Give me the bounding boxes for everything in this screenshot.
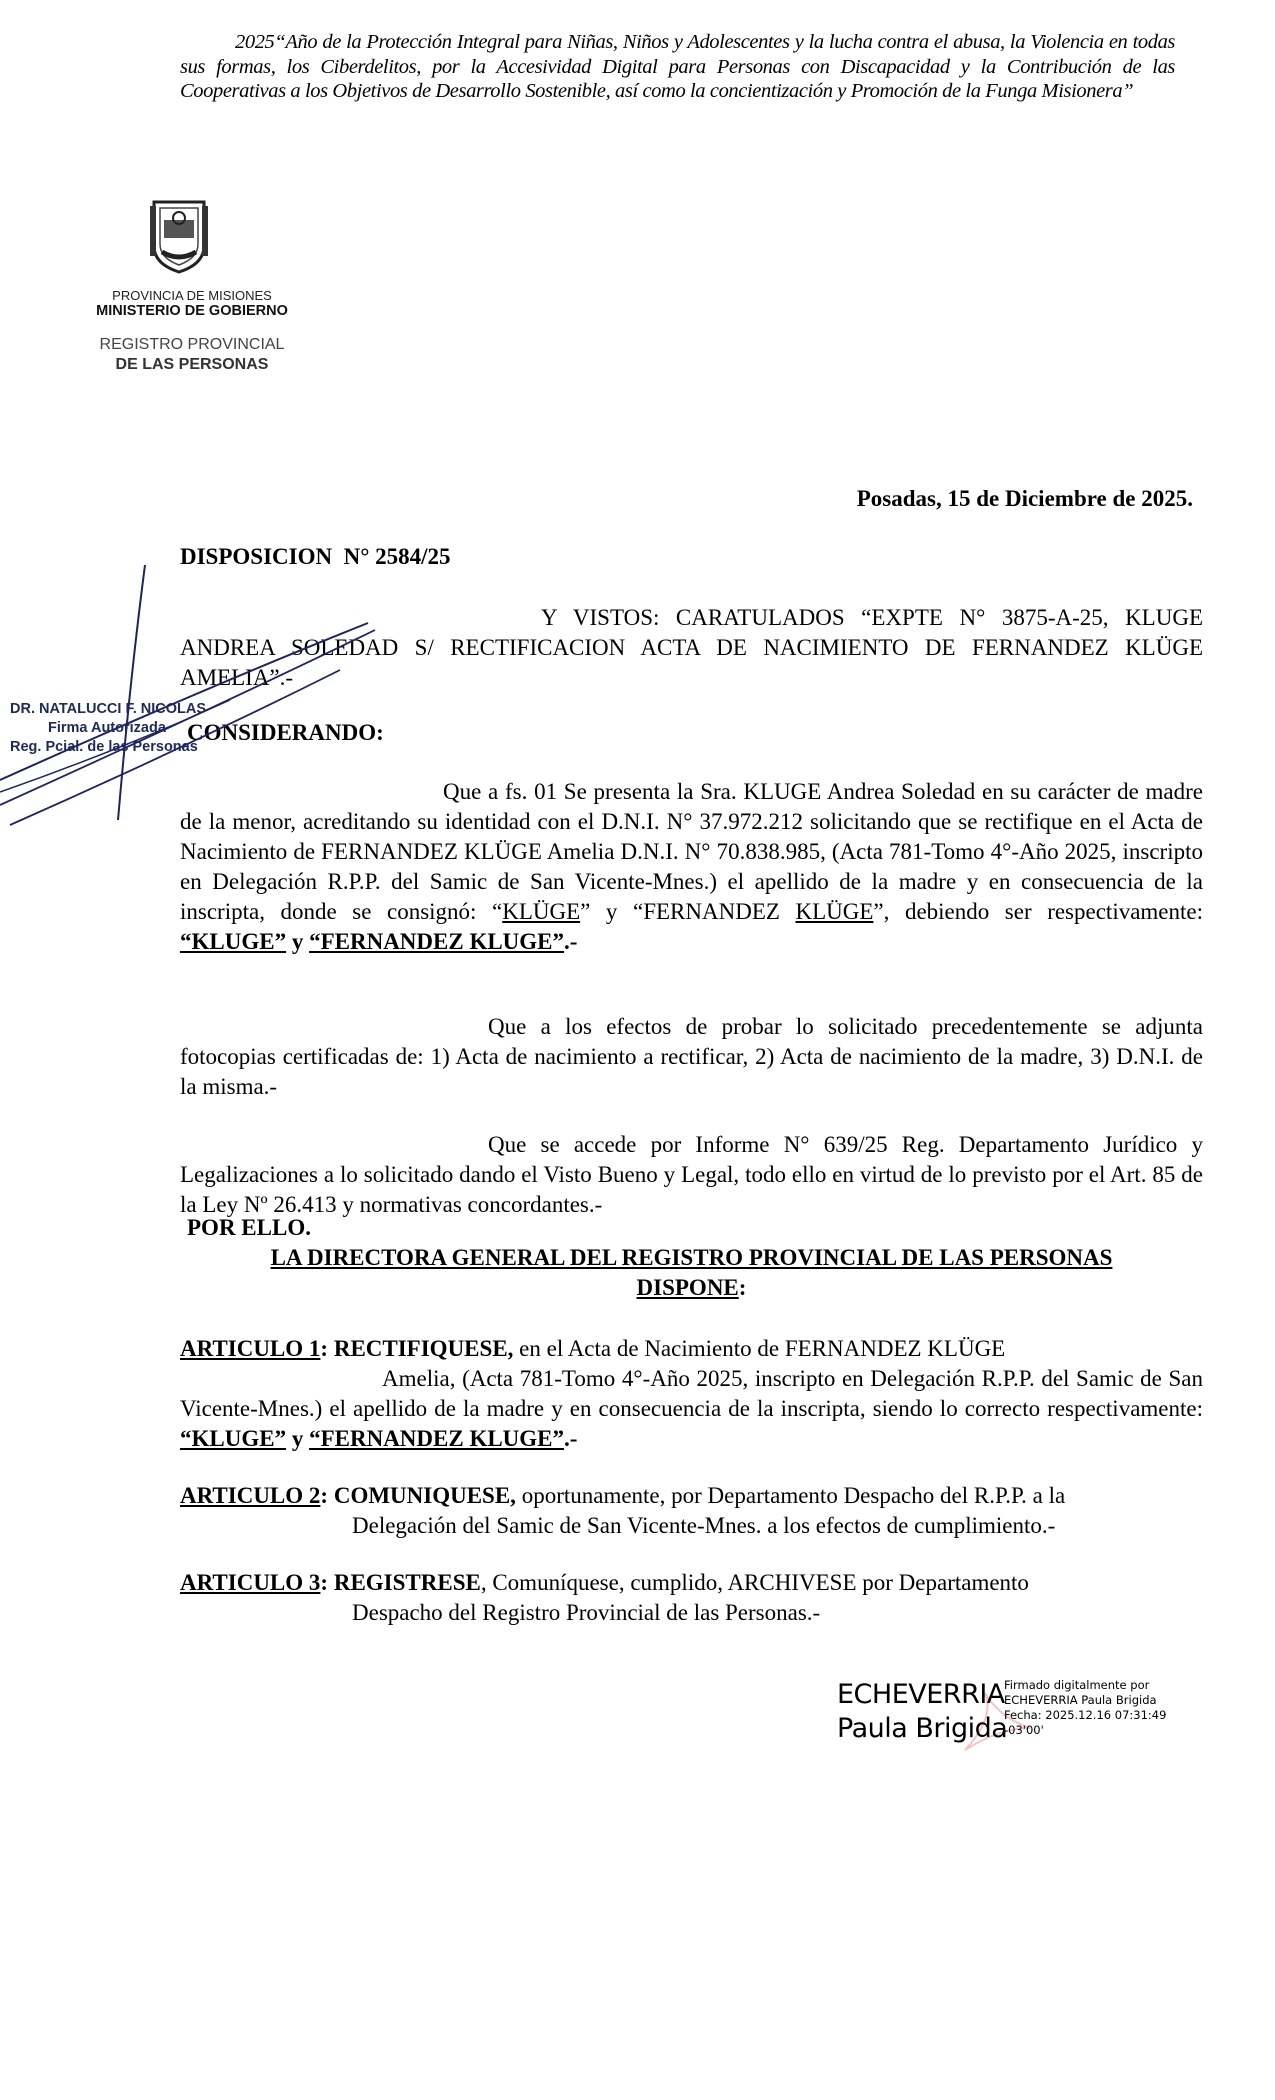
dispone-colon: : [738,1275,747,1300]
article-3 [180,1568,1203,1628]
article-1 [180,1334,1203,1454]
p1-underlined-2: KLÜGE [795,899,874,924]
p1-text: Que a fs. 01 Se presenta la Sra. KLUGE Andrea Soledad en su carácter de madre de la menor, acreditando su identidad con el D.N.I. N° 37.972.212 solicitando que se rectifique en el Acta de Nacimiento de FERNANDEZ KLÜGE Amelia D.N.I. N° 70.838.985, (Acta 781-Tomo 4°-Año 2025, inscripto en Delegación R.P.P. del Samic de San Vicente-Mnes.) el apellido de la madre y en consecuencia de la inscripta, donde se consignó: “ [180,779,1203,924]
article-2-label: ARTICULO 2 [180,1483,321,1508]
org-ministry: MINISTERIO DE GOBIERNO [96,303,288,319]
article-2-line1: oportunamente, por Departamento Despacho del R.P.P. a la [515,1483,1066,1508]
considerando-paragraph-3 [180,1130,1203,1220]
p1-mid-2: ”, debiendo ser respectivamente: [873,899,1204,924]
vistos-text: Y VISTOS: CARATULADOS “EXPTE N° 3875-A-25, KLUGE ANDREA SOLEDAD S/ RECTIFICACION ACTA DE NACIMIENTO DE FERNANDEZ KLÜGE AMELIA”.- [180,605,1203,690]
document-date: Posadas, 15 de Diciembre de 2025. [856,486,1193,511]
article-1-correct-2: “FERNANDEZ KLUGE” [309,1426,565,1451]
signature-detail-1: Firmado digitalmente por [1004,1678,1150,1692]
article-2-colon: : [320,1483,334,1508]
signature-detail-3: Fecha: 2025.12.16 07:31:49 [1004,1708,1167,1722]
org-registry-2: DE LAS PERSONAS [115,356,269,373]
p1-underlined-1: KLÜGE [502,899,581,924]
article-3-line1: , Comuníquese, cumplido, ARCHIVESE por Departamento [480,1570,1029,1595]
p1-and: y [286,929,310,954]
signature-detail-4: -03'00' [1004,1723,1044,1737]
por-ello: POR ELLO. [187,1215,311,1240]
considerando-paragraph-2 [180,1012,1203,1102]
article-1-end: .- [564,1426,578,1451]
p3-text: Que se accede por Informe N° 639/25 Reg. Departamento Jurídico y Legalizaciones a lo solicitado dando el Visto Bueno y Legal, todo ello en virtud de lo previsto por el Art. 85 de la Ley Nº 26.413 y normativas concordantes.- [180,1132,1203,1217]
article-1-line1: en el Acta de Nacimiento de FERNANDEZ KLÜGE [513,1336,1006,1361]
p2-text: Que a los efectos de probar lo solicitado precedentemente se adjunta fotocopias certificadas de: 1) Acta de nacimiento a rectificar, 2) Acta de nacimiento de la madre, 3) D.N.I. de la misma.- [180,1014,1203,1099]
signer-surname: ECHEVERRIA [837,1679,1005,1710]
p1-correct-2: “FERNANDEZ KLUGE” [309,929,565,954]
p1-correct-1: “KLUGE” [180,929,287,954]
digital-signature [837,1678,1187,1778]
stamp-name: DR. NATALUCCI F. NICOLAS [10,701,207,717]
article-2 [180,1481,1203,1541]
article-3-rest: Despacho del Registro Provincial de las Personas.- [352,1600,821,1625]
stamp-office: Reg. Pcial. de las Personas [10,739,198,755]
signer-given-names: Paula Brigida [837,1713,1008,1744]
dispone-heading-1: LA DIRECTORA GENERAL DEL REGISTRO PROVINCIAL DE LAS PERSONAS [270,1245,1113,1270]
article-1-colon: : [320,1336,334,1361]
article-1-correct-1: “KLUGE” [180,1426,287,1451]
org-registry-1: REGISTRO PROVINCIAL [99,336,285,353]
disposition-title: DISPOSICION N° 2584/25 [180,544,451,569]
signature-details [1004,1678,1166,1738]
article-3-verb: REGISTRESE [333,1570,481,1595]
org-province: PROVINCIA DE MISIONES [112,288,272,303]
signer-name-large [837,1678,1007,1746]
signature-detail-2: ECHEVERRIA Paula Brigida [1004,1693,1157,1707]
article-1-and: y [286,1426,310,1451]
article-3-label: ARTICULO 3 [180,1570,321,1595]
province-seal-logo [148,196,210,274]
stamp-role: Firma Autorizada [48,720,166,736]
dispone-heading-2 [180,1275,1203,1301]
article-1-label: ARTICULO 1 [180,1336,321,1361]
header-motto [180,30,1175,104]
article-1-verb: RECTIFIQUESE, [333,1336,514,1361]
article-3-colon: : [320,1570,334,1595]
considerando-heading: CONSIDERANDO: [187,720,384,745]
handwritten-signature [0,560,420,840]
p1-end: .- [564,929,578,954]
motto-year: 2025 [235,31,275,53]
p1-mid-1: ” y “FERNANDEZ [580,899,796,924]
article-2-verb: COMUNIQUESE, [333,1483,516,1508]
dispone-word: DISPONE [636,1275,739,1300]
motto-text: “Año de la Protección Integral para Niñas, Niños y Adolescentes y la lucha contra el abusa, la Violencia en todas sus formas, los Ciberdelitos, por la Accesividad Digital para Personas con Discapacidad y la Contribución de las Cooperativas a los Objetivos de Desarrollo Sostenible, así como la concientización y Promoción de la Funga Misionera” [180,31,1175,102]
article-1-rest: Amelia, (Acta 781-Tomo 4°-Año 2025, inscripto en Delegación R.P.P. del Samic de San Vicente-Mnes.) el apellido de la madre y en consecuencia de la inscripta, siendo lo correcto respectivamente: [180,1366,1203,1421]
article-2-rest: Delegación del Samic de San Vicente-Mnes. a los efectos de cumplimiento.- [352,1513,1056,1538]
